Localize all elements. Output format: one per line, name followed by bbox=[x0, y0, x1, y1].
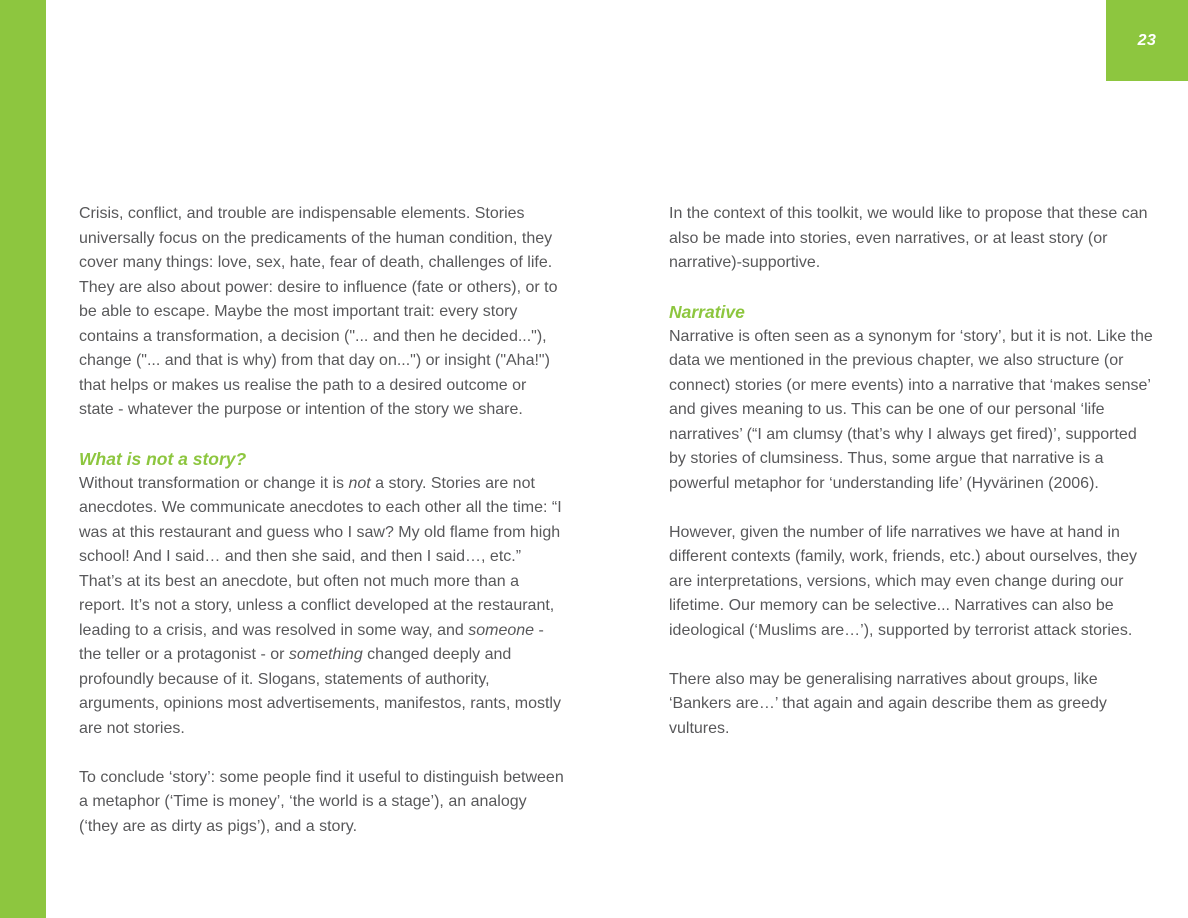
paragraph: To conclude ‘story’: some people find it useful to distinguish between a metaphor (‘Time is money’, ‘the world is a stage’), an analogy (‘they are as dirty as pigs’), and a story. bbox=[79, 768, 564, 835]
paragraph: Without transformation or change it is not a story. Stories are not anecdotes. We communicate anecdotes to each other all the time: “I was at this restaurant and guess who I saw? My old flame from high school! And I said… and then she said, and then I said…, etc.” That’s at its best an anecdote, but often not much more than a report. It’s not a story, unless a conflict developed at the restaurant, leading to a crisis, and was resolved in some way, and someone - the teller or a protagonist - or something changed deeply and profoundly because of it. Slogans, statements of authority, arguments, opinions most advertisements, manifestos, rants, mostly are not stories. bbox=[79, 474, 562, 737]
paragraph: In the context of this toolkit, we would like to propose that these can also be made into stories, even narratives, or at least story (or narrative)-supportive. bbox=[669, 205, 1148, 271]
page-number-tab bbox=[1106, 0, 1188, 81]
paragraph: Narrative is often seen as a synonym for ‘story’, but it is not. Like the data we mentioned in the previous chapter, we also structure (or connect) stories (or mere events) into a narrative that ‘makes sense’ and gives meaning to us. This can be one of our personal ‘life narratives’ (“I am clumsy (that’s why I always get fired)’, supported by stories of clumsiness. Thus, some argue that narrative is a powerful metaphor for ‘understanding life’ (Hyvärinen (2006). bbox=[669, 327, 1153, 492]
left-accent-bar bbox=[0, 0, 46, 918]
page-number: 23 bbox=[1137, 31, 1157, 49]
section-heading: What is not a story? bbox=[79, 449, 247, 469]
section-heading: Narrative bbox=[669, 302, 745, 322]
paragraph: There also may be generalising narratives about groups, like ‘Bankers are…’ that again and again describe them as greedy vultures. bbox=[669, 670, 1107, 737]
right-column bbox=[669, 202, 1155, 766]
left-column bbox=[79, 202, 565, 864]
paragraph: However, given the number of life narratives we have at hand in different contexts (family, work, friends, etc.) about ourselves, they are interpretations, versions, which may even change during our lifetime. Our memory can be selective... Narratives can also be ideological (‘Muslims are…’), supported by terrorist attack stories. bbox=[669, 523, 1138, 639]
paragraph: Crisis, conflict, and trouble are indispensable elements. Stories universally focus on the predicaments of the human condition, they cover many things: love, sex, hate, fear of death, challenges of life. They are also about power: desire to influence (fate or others), or to be able to escape. Maybe the most important trait: every story contains a transformation, a decision ("... and then he decided..."), change ("... and that is why) from that day on...") or insight ("Aha!") that helps or makes us realise the path to a desired outcome or state - whatever the purpose or intention of the story we share. bbox=[79, 205, 558, 418]
